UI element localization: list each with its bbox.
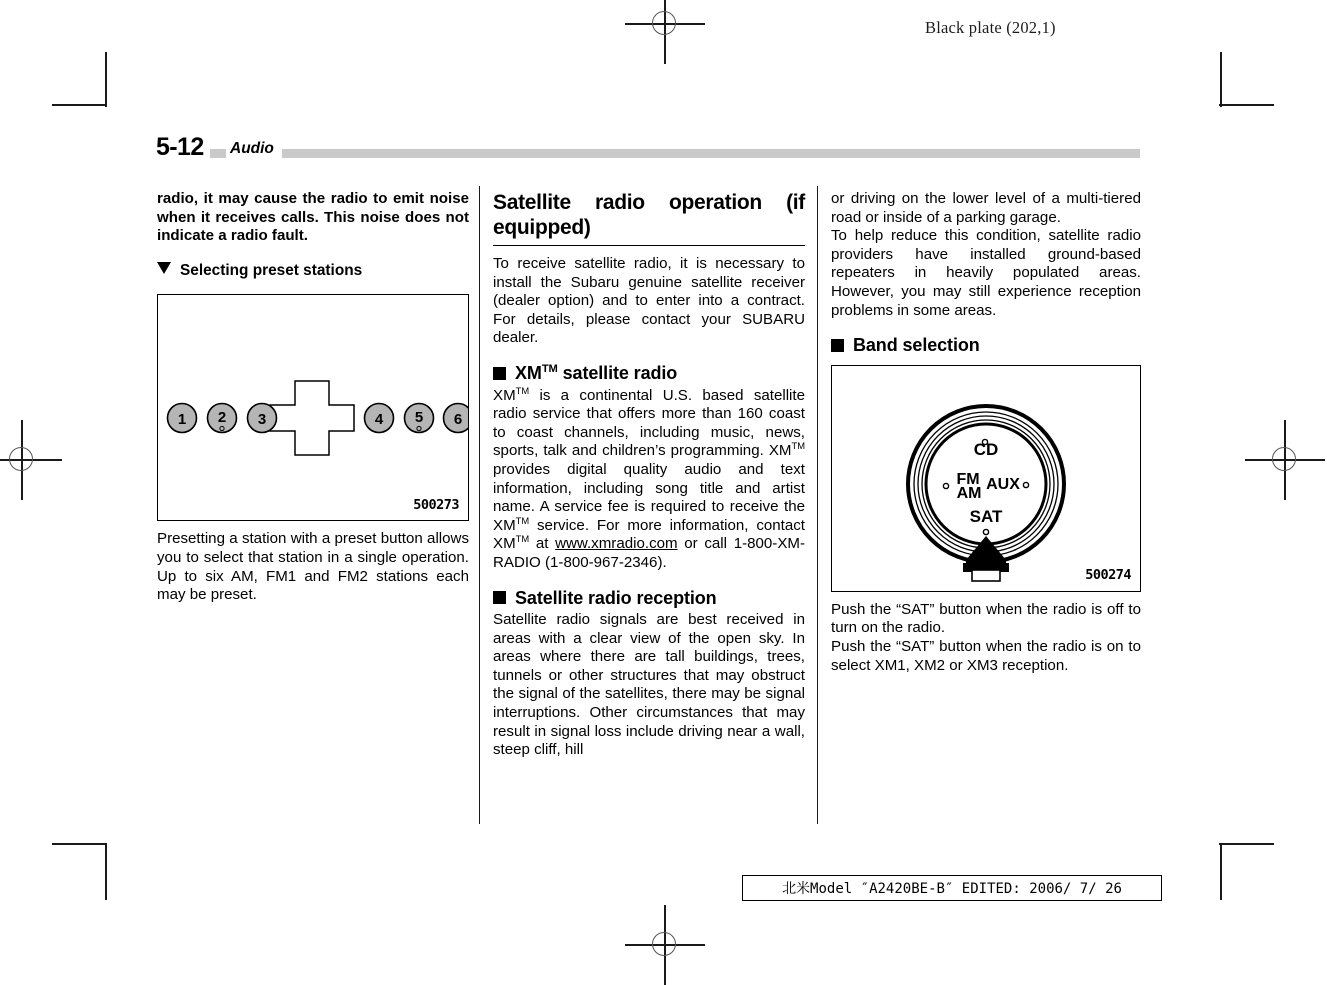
svg-text:1: 1 (177, 411, 187, 429)
svg-text:FM: FM (956, 470, 980, 488)
figure-number: 500273 (413, 496, 459, 513)
crop-mark-top-left-vertical (105, 52, 107, 107)
continued-reception-text-1: or driving on the lower level of a multi-tiered road or inside of a parking garage. (831, 190, 1141, 226)
band-dial-illustration (832, 366, 1140, 591)
registration-mark-left (0, 420, 62, 500)
heading-satellite-radio-reception (493, 589, 805, 608)
heading-label: XM™ satellite radio (515, 362, 678, 383)
reception-description-text: Satellite radio signals are best received in areas with a clear view of the open sky. In areas where there are tall buildings, trees, tunnels or other structures that may obstruct the signal of the satellites, there may be signal interruptions. Other circumstances that may result in signal loss include driving near a wall, steep cliff, hill (493, 611, 805, 759)
crop-mark-bottom-left-vertical (105, 845, 107, 900)
preset-description-text: Presetting a station with a preset button allows you to select that station in a single operation. Up to six AM, FM1 and FM2 stations each may be preset. (157, 530, 469, 604)
page-number: 5-12 (156, 133, 210, 162)
band-instruction-text-1: Push the “SAT” button when the radio is off to turn on the radio. (831, 600, 1141, 637)
preset-button-4 (365, 404, 394, 433)
preset-button-3 (248, 404, 277, 433)
band-instruction-text-2: Push the “SAT” button when the radio is on to select XM1, XM2 or XM3 reception. (831, 637, 1141, 674)
preset-buttons-illustration (158, 295, 468, 520)
heading-satellite-radio-operation: Satellite radio operation (if equipped) (493, 190, 805, 246)
column-divider-1 (479, 186, 480, 824)
svg-text:4: 4 (374, 411, 384, 429)
satellite-intro-text: To receive satellite radio, it is necessary to install the Subaru genuine satellite receiver (dealer option) and to enter into a contract. For details, please contact your SUBARU dealer. (493, 255, 805, 347)
square-bullet-icon (493, 367, 506, 380)
preset-button-5 (405, 404, 434, 433)
svg-text:2: 2 (217, 409, 227, 427)
heading-band-selection (831, 336, 1141, 355)
svg-text:SAT: SAT (969, 506, 1003, 526)
column-1 (157, 190, 469, 605)
crop-mark-bottom-right-vertical (1220, 845, 1222, 900)
triangle-bullet-icon (157, 262, 171, 274)
column-divider-2 (817, 186, 818, 824)
registration-mark-top (625, 0, 705, 64)
heading-label: Selecting preset stations (180, 261, 363, 279)
svg-text:AM: AM (956, 484, 982, 502)
preset-button-2 (208, 404, 237, 433)
registration-mark-right (1245, 420, 1325, 500)
preset-button-1 (168, 404, 197, 433)
svg-text:3: 3 (257, 411, 267, 429)
figure-band-selection (831, 365, 1141, 592)
xm-description-text: XM™ is a continental U.S. based satellite radio service that offers more than 160 coast to coast channels, including music, news, sports, talk and children’s programming. XM™ provides digital quality audio and text information, including song title and artist name. A service fee is required to receive the XM™ service. For more information, contact XM™ at www.xmradio.com or call 1-800-XM-RADIO (1-800-967-2346). (493, 385, 805, 571)
preset-button-6 (444, 404, 469, 433)
figure-number: 500274 (1085, 567, 1131, 584)
xm-radio-website-link[interactable]: www.xmradio.com (555, 535, 678, 553)
crop-mark-top-right-vertical (1220, 52, 1222, 107)
continued-warning-text: radio, it may cause the radio to emit noise when it receives calls. This noise does not indicate a radio fault. (157, 190, 469, 245)
heading-xm-satellite-radio (493, 364, 805, 383)
crop-mark-bottom-right-horizontal (1219, 843, 1274, 845)
footer-edit-stamp: 北米Model ″A2420BE-B″ EDITED: 2006/ 7/ 26 (742, 875, 1162, 901)
svg-text:6: 6 (453, 411, 463, 429)
heading-label: Satellite radio reception (515, 587, 717, 608)
section-title: Audio (226, 140, 282, 158)
svg-text:5: 5 (414, 409, 424, 427)
continued-reception-text-2: To help reduce this condition, satellite radio providers have installed ground-based repeaters in heavily populated areas. However, you may still experience reception problems in some areas. (831, 227, 1141, 319)
registration-mark-bottom (625, 905, 705, 985)
svg-text:AUX: AUX (986, 475, 1020, 493)
square-bullet-icon (493, 591, 506, 604)
square-bullet-icon (831, 339, 844, 352)
heading-label: Band selection (853, 335, 980, 356)
figure-preset-buttons (157, 294, 469, 521)
crop-mark-bottom-left-horizontal (52, 843, 107, 845)
page-header-bar (156, 133, 1140, 161)
column-2 (493, 190, 805, 760)
page-header-rule (156, 149, 1140, 158)
crop-mark-top-left-horizontal (52, 104, 107, 106)
heading-selecting-preset-stations (157, 262, 469, 281)
crop-mark-top-right-horizontal (1219, 104, 1274, 106)
column-3 (831, 190, 1141, 675)
svg-text:CD: CD (973, 439, 999, 459)
black-plate-label: Black plate (202,1) (925, 18, 1056, 37)
